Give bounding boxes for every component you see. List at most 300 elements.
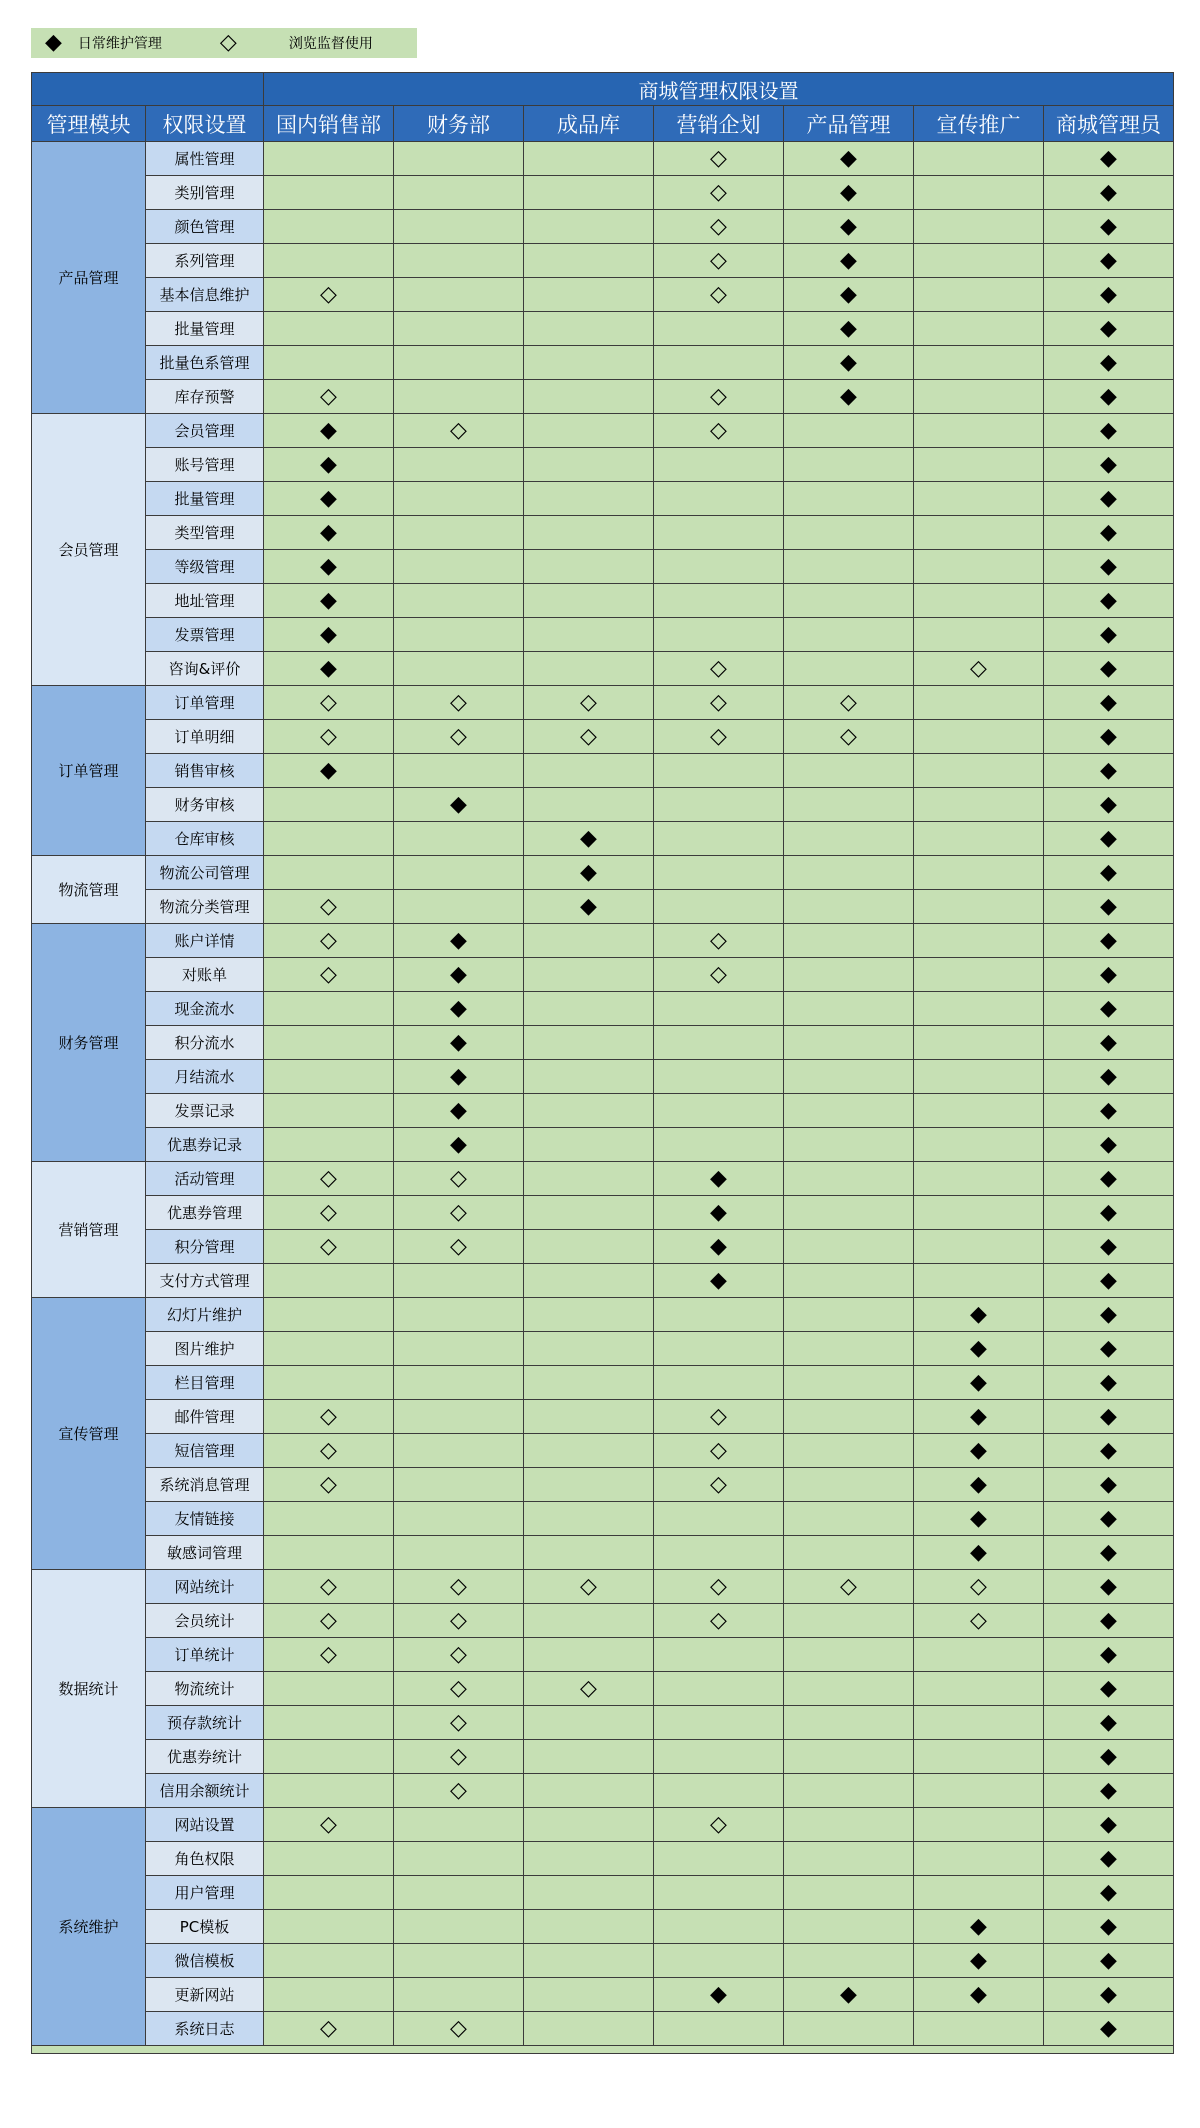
empty-cell [784,1298,914,1332]
empty-cell [524,1978,654,2012]
full-diamond-icon: ◆ [1044,856,1174,890]
empty-cell [394,1910,524,1944]
hollow-diamond-icon: ◇ [394,1162,524,1196]
empty-cell [654,1876,784,1910]
full-diamond-icon: ◆ [1044,924,1174,958]
table-row [32,414,1174,448]
empty-cell [784,482,914,516]
empty-cell [914,584,1044,618]
empty-cell [654,890,784,924]
empty-cell [784,618,914,652]
table-row [32,1230,1174,1264]
empty-cell [524,448,654,482]
permission-name: 批量管理 [146,312,264,346]
permission-name: 颜色管理 [146,210,264,244]
hollow-diamond-icon: ◇ [264,1162,394,1196]
full-diamond-icon: ◆ [1044,1468,1174,1502]
hollow-diamond-icon: ◇ [264,924,394,958]
footer-strip [32,2046,1174,2054]
empty-cell [914,176,1044,210]
full-diamond-icon: ◆ [1044,890,1174,924]
empty-cell [784,1468,914,1502]
table-row [32,1876,1174,1910]
empty-cell [394,1842,524,1876]
empty-cell [394,210,524,244]
header-product-mgmt: 产品管理 [784,106,914,142]
empty-cell [914,2012,1044,2046]
permission-name: 基本信息维护 [146,278,264,312]
hollow-diamond-icon: ◇ [394,414,524,448]
empty-cell [524,1298,654,1332]
hollow-diamond-icon: ◇ [654,652,784,686]
hollow-diamond-icon: ◇ [394,1740,524,1774]
header-row [32,106,1174,142]
empty-cell [654,1910,784,1944]
module-name: 物流管理 [32,856,146,924]
table-row [32,992,1174,1026]
full-diamond-icon: ◆ [1044,754,1174,788]
empty-cell [524,346,654,380]
empty-cell [654,516,784,550]
empty-cell [264,1094,394,1128]
hollow-diamond-icon: ◇ [264,1230,394,1264]
empty-cell [914,244,1044,278]
full-diamond-icon: ◆ [1044,992,1174,1026]
permission-name: 类型管理 [146,516,264,550]
empty-cell [524,1774,654,1808]
empty-cell [784,1060,914,1094]
table-row [32,822,1174,856]
table-row [32,516,1174,550]
empty-cell [264,1332,394,1366]
hollow-diamond-icon: ◇ [654,278,784,312]
full-diamond-icon: ◆ [1044,1604,1174,1638]
full-diamond-icon: ◆ [1044,1162,1174,1196]
empty-cell [524,788,654,822]
empty-cell [264,1774,394,1808]
empty-cell [654,1706,784,1740]
permission-name: 账号管理 [146,448,264,482]
hollow-diamond-icon: ◇ [394,1706,524,1740]
empty-cell [784,1332,914,1366]
table-row [32,1026,1174,1060]
table-row [32,550,1174,584]
full-diamond-icon: ◆ [394,924,524,958]
full-diamond-icon: ◆ [1044,550,1174,584]
table-row [32,618,1174,652]
permission-name: 网站设置 [146,1808,264,1842]
empty-cell [264,312,394,346]
permission-name: 账户详情 [146,924,264,958]
full-diamond-icon: ◆ [1044,1366,1174,1400]
hollow-diamond-icon: ◇ [394,1638,524,1672]
permission-name: 预存款统计 [146,1706,264,1740]
full-diamond-icon: ◆ [1044,1502,1174,1536]
full-diamond-icon: ◆ [1044,788,1174,822]
empty-cell [914,1774,1044,1808]
empty-cell [394,1366,524,1400]
empty-cell [784,1536,914,1570]
permission-name: 优惠券统计 [146,1740,264,1774]
empty-cell [524,1434,654,1468]
permission-name: 订单明细 [146,720,264,754]
empty-cell [394,482,524,516]
empty-cell [524,142,654,176]
full-diamond-icon: ◆ [264,652,394,686]
hollow-diamond-icon: ◇ [524,1672,654,1706]
empty-cell [914,1094,1044,1128]
hollow-diamond-icon: ◇ [394,686,524,720]
title-row [32,73,1174,106]
permission-name: 支付方式管理 [146,1264,264,1298]
empty-cell [914,618,1044,652]
empty-cell [914,1638,1044,1672]
empty-cell [394,448,524,482]
empty-cell [784,1706,914,1740]
empty-cell [524,1060,654,1094]
empty-cell [784,1366,914,1400]
full-diamond-icon: ◆ [1044,1400,1174,1434]
table-row [32,1400,1174,1434]
empty-cell [394,822,524,856]
legend-full-label: 日常维护管理 [77,36,162,52]
full-diamond-icon: ◆ [654,1264,784,1298]
permission-name: 会员统计 [146,1604,264,1638]
empty-cell [394,1808,524,1842]
hollow-diamond-icon: ◇ [654,1604,784,1638]
empty-cell [524,1706,654,1740]
empty-cell [914,482,1044,516]
hollow-diamond-icon: ◇ [394,1196,524,1230]
hollow-diamond-icon: ◇ [264,890,394,924]
empty-cell [654,1060,784,1094]
full-diamond-icon: ◆ [1044,516,1174,550]
empty-cell [914,1230,1044,1264]
empty-cell [264,1978,394,2012]
empty-cell [264,244,394,278]
empty-cell [524,1026,654,1060]
full-diamond-icon: ◆ [1044,1570,1174,1604]
empty-cell [914,788,1044,822]
full-diamond-icon: ◆ [264,754,394,788]
empty-cell [394,1536,524,1570]
full-diamond-icon: ◆ [1044,1638,1174,1672]
hollow-diamond-icon: ◇ [784,686,914,720]
empty-cell [914,1706,1044,1740]
full-diamond-icon: ◆ [914,1910,1044,1944]
table-row [32,1672,1174,1706]
empty-cell [394,1978,524,2012]
hollow-diamond-icon: ◇ [264,380,394,414]
hollow-diamond-icon: ◇ [264,278,394,312]
empty-cell [784,1162,914,1196]
empty-cell [914,992,1044,1026]
full-diamond-icon: ◆ [1044,958,1174,992]
empty-cell [914,516,1044,550]
permission-name: 发票管理 [146,618,264,652]
full-diamond-icon: ◆ [1044,1706,1174,1740]
module-name: 产品管理 [32,142,146,414]
empty-cell [394,346,524,380]
empty-cell [654,1332,784,1366]
empty-cell [524,1230,654,1264]
empty-cell [654,1638,784,1672]
table-row [32,1264,1174,1298]
empty-cell [394,244,524,278]
table-row [32,2012,1174,2046]
hollow-diamond-icon: ◇ [914,1570,1044,1604]
full-diamond-icon: ◆ [654,1230,784,1264]
empty-cell [524,1944,654,1978]
full-diamond-icon: ◆ [264,414,394,448]
full-diamond-icon: ◆ [1044,720,1174,754]
hollow-diamond-icon: ◇ [264,1434,394,1468]
hollow-diamond-icon: ◇ [394,720,524,754]
full-diamond-icon: ◆ [264,550,394,584]
header-mall-admin: 商城管理员 [1044,106,1174,142]
empty-cell [654,346,784,380]
empty-cell [654,788,784,822]
full-diamond-icon: ◆ [1044,1434,1174,1468]
permission-name: 积分管理 [146,1230,264,1264]
empty-cell [654,1740,784,1774]
full-diamond-icon: ◆ [1044,1740,1174,1774]
empty-cell [264,1672,394,1706]
empty-cell [524,924,654,958]
full-diamond-icon: ◆ [654,1162,784,1196]
permission-name: 系列管理 [146,244,264,278]
hollow-diamond-icon: ◇ [654,210,784,244]
permission-name: 图片维护 [146,1332,264,1366]
full-diamond-icon: ◆ [784,1978,914,2012]
empty-cell [524,1400,654,1434]
full-diamond-icon: ◆ [1044,2012,1174,2046]
permission-name: 幻灯片维护 [146,1298,264,1332]
permission-name: 销售审核 [146,754,264,788]
empty-cell [524,414,654,448]
header-finance: 财务部 [394,106,524,142]
table-row [32,720,1174,754]
full-diamond-icon: ◆ [1044,1876,1174,1910]
hollow-diamond-icon: ◇ [914,1604,1044,1638]
empty-cell [654,822,784,856]
empty-cell [394,1332,524,1366]
permission-name: 等级管理 [146,550,264,584]
empty-cell [784,1740,914,1774]
empty-cell [914,142,1044,176]
permission-name: 订单统计 [146,1638,264,1672]
table-row [32,1128,1174,1162]
full-diamond-icon: ◆ [1044,312,1174,346]
empty-cell [784,550,914,584]
full-diamond-icon: ◆ [1044,1230,1174,1264]
hollow-diamond-icon: ◇ [654,176,784,210]
table-row [32,176,1174,210]
table-row [32,380,1174,414]
empty-cell [784,1400,914,1434]
hollow-diamond-icon: ◇ [784,1570,914,1604]
empty-cell [654,2012,784,2046]
empty-cell [264,346,394,380]
empty-cell [394,312,524,346]
empty-cell [784,788,914,822]
empty-cell [264,992,394,1026]
full-diamond-icon: ◆ [1044,1060,1174,1094]
hollow-diamond-icon: ◇ [654,142,784,176]
empty-cell [524,1808,654,1842]
table-row [32,1638,1174,1672]
empty-cell [784,1434,914,1468]
empty-cell [524,1876,654,1910]
empty-cell [654,1536,784,1570]
empty-cell [264,1026,394,1060]
table-row [32,312,1174,346]
empty-cell [784,992,914,1026]
empty-cell [524,550,654,584]
full-diamond-icon: ◆ [1044,1026,1174,1060]
permission-name: 微信模板 [146,1944,264,1978]
full-diamond-icon: ◆ [1044,380,1174,414]
permission-name: 地址管理 [146,584,264,618]
permission-name: 积分流水 [146,1026,264,1060]
empty-cell [654,448,784,482]
table-row [32,686,1174,720]
module-name: 系统维护 [32,1808,146,2046]
empty-cell [394,1502,524,1536]
full-diamond-icon: ◆ [654,1978,784,2012]
empty-cell [784,822,914,856]
table-row [32,754,1174,788]
table-row [32,788,1174,822]
empty-cell [654,482,784,516]
empty-cell [914,958,1044,992]
table-row [32,958,1174,992]
empty-cell [784,414,914,448]
empty-cell [394,550,524,584]
hollow-diamond-icon: ◇ [264,1468,394,1502]
empty-cell [654,1094,784,1128]
permission-name: 更新网站 [146,1978,264,2012]
hollow-diamond-icon: ◇ [654,1808,784,1842]
empty-cell [524,244,654,278]
hollow-diamond-icon: ◇ [219,30,237,55]
table-row [32,1978,1174,2012]
permission-name: 系统消息管理 [146,1468,264,1502]
empty-cell [394,652,524,686]
empty-cell [914,822,1044,856]
full-diamond-icon: ◆ [394,992,524,1026]
full-diamond-icon: ◆ [1044,176,1174,210]
permission-name: 批量管理 [146,482,264,516]
full-diamond-icon: ◆ [45,30,62,55]
empty-cell [784,1094,914,1128]
empty-cell [394,618,524,652]
table-row [32,278,1174,312]
full-diamond-icon: ◆ [1044,448,1174,482]
empty-cell [784,1264,914,1298]
hollow-diamond-icon: ◇ [264,2012,394,2046]
empty-cell [784,652,914,686]
empty-cell [524,516,654,550]
empty-cell [914,1740,1044,1774]
header-permission: 权限设置 [146,106,264,142]
empty-cell [654,1298,784,1332]
permission-name: 咨询&评价 [146,652,264,686]
hollow-diamond-icon: ◇ [264,958,394,992]
hollow-diamond-icon: ◇ [654,720,784,754]
empty-cell [524,1264,654,1298]
full-diamond-icon: ◆ [784,176,914,210]
empty-cell [264,1502,394,1536]
empty-cell [524,1536,654,1570]
empty-cell [914,1672,1044,1706]
permission-name: 批量色系管理 [146,346,264,380]
full-diamond-icon: ◆ [1044,584,1174,618]
full-diamond-icon: ◆ [784,346,914,380]
empty-cell [524,958,654,992]
permission-name: 友情链接 [146,1502,264,1536]
empty-cell [654,856,784,890]
table-row [32,1332,1174,1366]
hollow-diamond-icon: ◇ [784,720,914,754]
full-diamond-icon: ◆ [784,312,914,346]
empty-cell [784,1672,914,1706]
empty-cell [784,1944,914,1978]
hollow-diamond-icon: ◇ [394,1230,524,1264]
full-diamond-icon: ◆ [1044,210,1174,244]
empty-cell [524,312,654,346]
empty-cell [784,448,914,482]
empty-cell [524,210,654,244]
empty-cell [914,686,1044,720]
full-diamond-icon: ◆ [1044,822,1174,856]
empty-cell [784,1502,914,1536]
full-diamond-icon: ◆ [1044,142,1174,176]
full-diamond-icon: ◆ [1044,652,1174,686]
full-diamond-icon: ◆ [394,1128,524,1162]
empty-cell [524,278,654,312]
empty-cell [654,1672,784,1706]
permission-name: 优惠券记录 [146,1128,264,1162]
full-diamond-icon: ◆ [264,618,394,652]
empty-cell [654,584,784,618]
table-row [32,1604,1174,1638]
full-diamond-icon: ◆ [784,142,914,176]
module-name: 数据统计 [32,1570,146,1808]
full-diamond-icon: ◆ [1044,1128,1174,1162]
empty-cell [784,1026,914,1060]
empty-cell [914,1808,1044,1842]
empty-cell [524,1502,654,1536]
table-row [32,142,1174,176]
empty-cell [654,754,784,788]
empty-cell [394,584,524,618]
full-diamond-icon: ◆ [394,1094,524,1128]
permission-name: 类别管理 [146,176,264,210]
full-diamond-icon: ◆ [914,1502,1044,1536]
table-row [32,1536,1174,1570]
full-diamond-icon: ◆ [1044,1264,1174,1298]
empty-cell [264,1910,394,1944]
table-row [32,1502,1174,1536]
full-diamond-icon: ◆ [914,1434,1044,1468]
empty-cell [914,414,1044,448]
header-warehouse: 成品库 [524,106,654,142]
full-diamond-icon: ◆ [1044,1196,1174,1230]
module-name: 财务管理 [32,924,146,1162]
full-diamond-icon: ◆ [1044,1672,1174,1706]
empty-cell [784,924,914,958]
